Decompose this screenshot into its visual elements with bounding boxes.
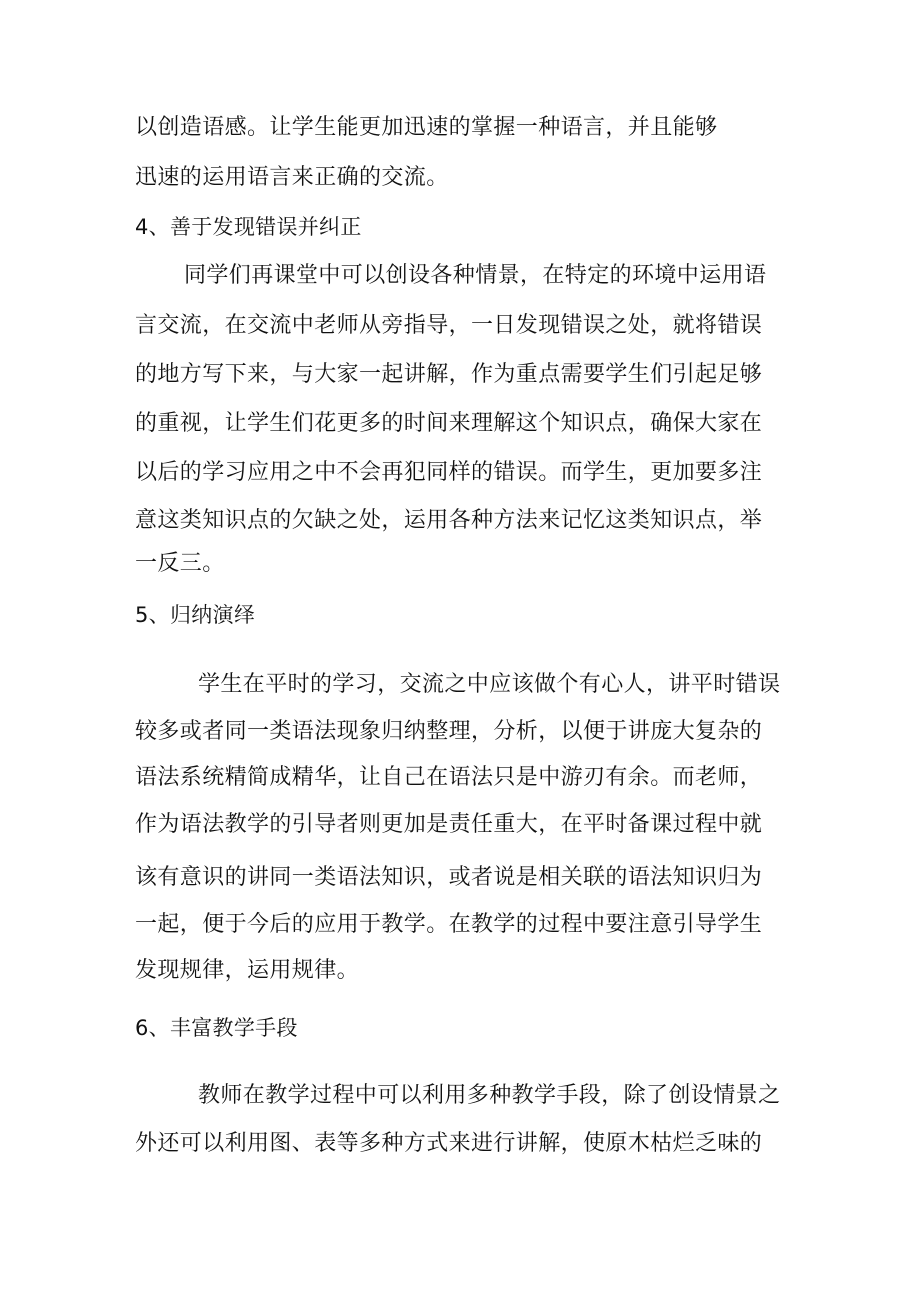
paragraph-line: 较多或者同一类语法现象归纳整理，分析，以便于讲庞大复杂的 [135,719,763,744]
paragraph-line: 外还可以利用图、表等多种方式来进行讲解，使原木枯烂乏味的 [135,1131,763,1156]
paragraph-line: 的重视，让学生们花更多的时间来理解这个知识点，确保大家在 [135,411,763,436]
paragraph-line: 教师在教学过程中可以利用多种教学手段，除了创设情景之 [198,1083,781,1108]
paragraph-line: 发现规律，运用规律。 [135,958,360,983]
paragraph-line: 同学们再课堂中可以创设各种情景，在特定的环境中运用语 [184,263,767,288]
section-heading-5: 5、归纳演绎 [135,603,256,627]
paragraph-line: 一反三。 [135,551,225,576]
paragraph-line: 语法系统精简成精华，让自己在语法只是中游刃有余。而老师， [135,765,763,790]
paragraph-line: 言交流，在交流中老师从旁指导，一日发现错误之处，就将错误 [135,313,763,338]
paragraph-line: 该有意识的讲同一类语法知识，或者说是相关联的语法知识归为 [135,865,763,890]
paragraph-line: 以后的学习应用之中不会再犯同样的错误。而学生，更加要多注 [135,460,763,485]
paragraph-line: 以创造语感。让学生能更加迅速的掌握一种语言，并且能够 [135,115,718,140]
paragraph-line: 学生在平时的学习，交流之中应该做个有心人，讲平时错误 [198,672,781,697]
paragraph-line: 一起，便于今后的应用于教学。在教学的过程中要注意引导学生 [135,912,763,937]
section-heading-4: 4、善于发现错误并纠正 [135,215,362,239]
paragraph-line: 作为语法教学的引导者则更加是责任重大，在平时备课过程中就 [135,812,763,837]
paragraph-line: 迅速的运用语言来正确的交流。 [135,165,449,190]
paragraph-line: 的地方写下来，与大家一起讲解，作为重点需要学生们引起足够 [135,362,763,387]
paragraph-line: 意这类知识点的欠缺之处，运用各种方法来记忆这类知识点，举 [135,508,763,533]
section-heading-6: 6、丰富教学手段 [135,1016,298,1040]
